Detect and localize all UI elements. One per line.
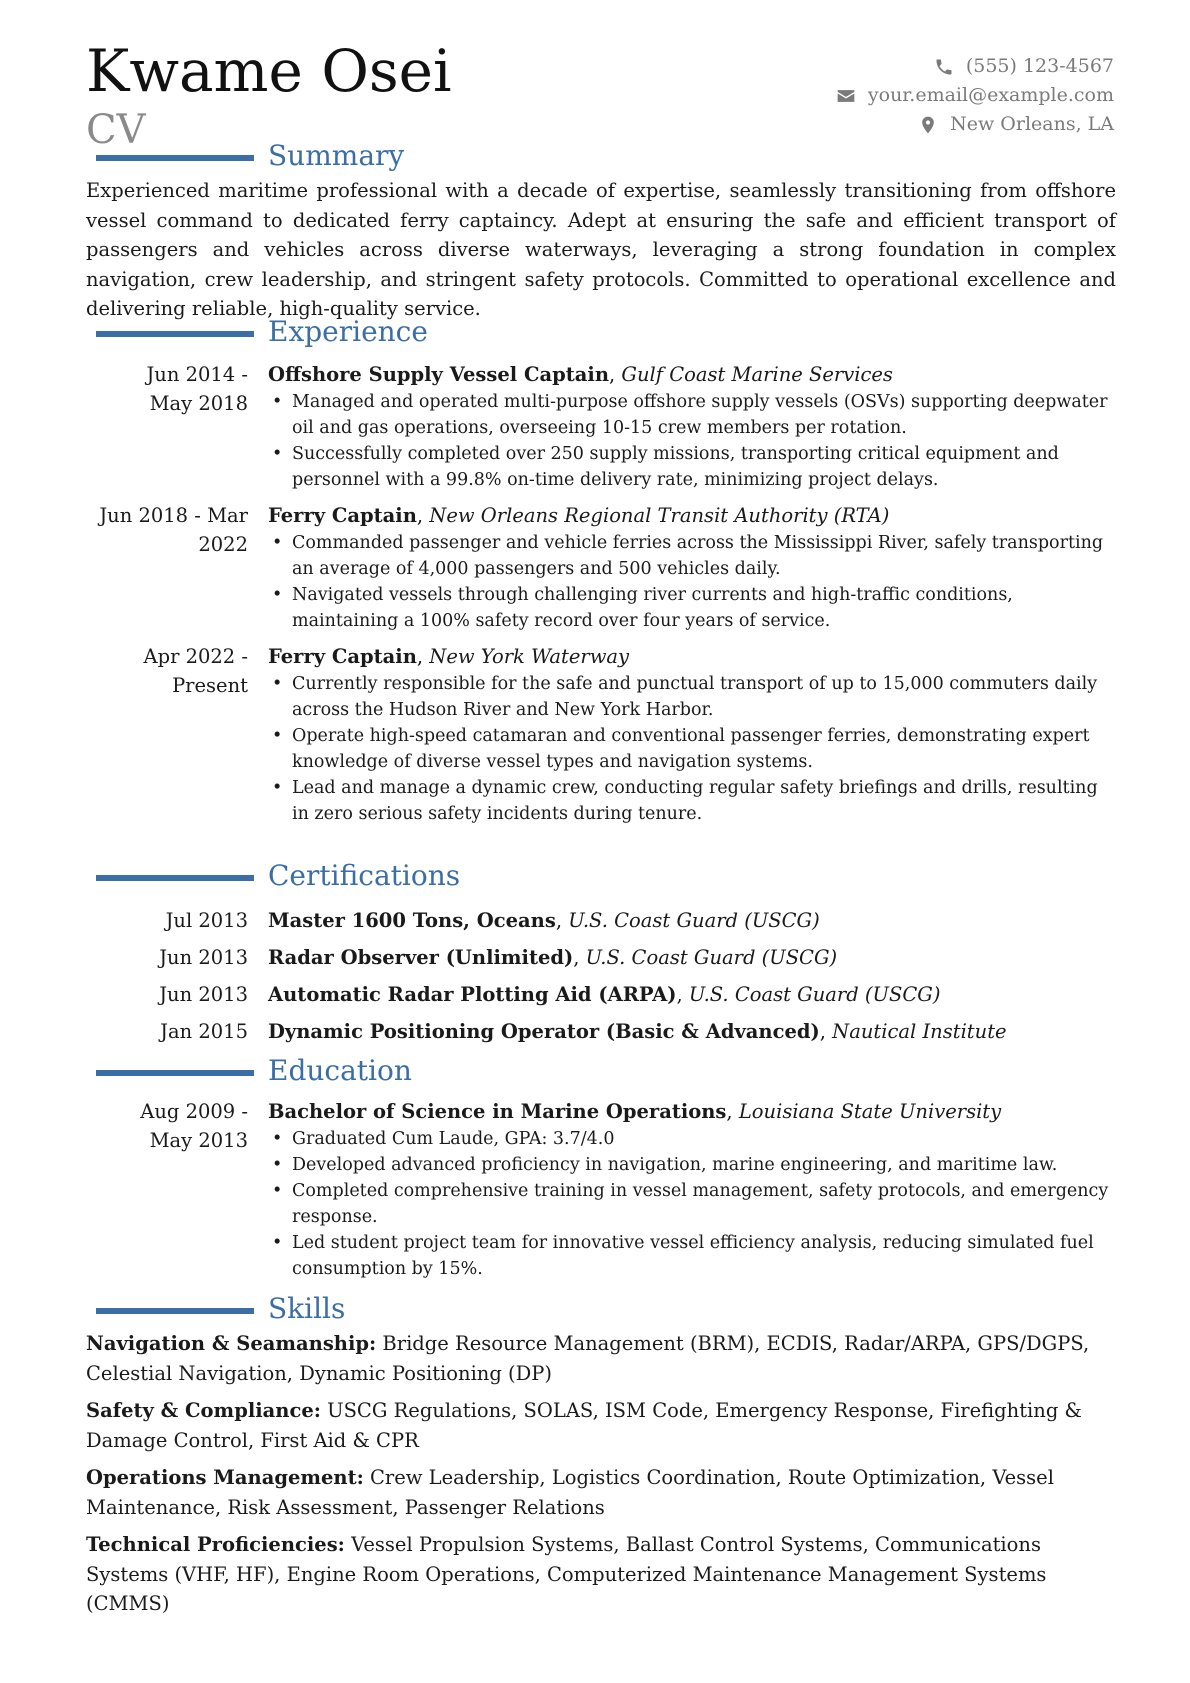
skill-label: Navigation & Seamanship: bbox=[86, 1332, 377, 1355]
phone-icon bbox=[934, 57, 954, 77]
job-role: Offshore Supply Vessel Captain bbox=[268, 363, 610, 386]
cert-issuer: Nautical Institute bbox=[832, 1020, 1007, 1043]
cert-body: Dynamic Positioning Operator (Basic & Advanced), Nautical Institute bbox=[268, 1020, 1007, 1043]
skill-label: Safety & Compliance: bbox=[86, 1399, 321, 1422]
education-entry bbox=[86, 1097, 1116, 1282]
cert-name: Dynamic Positioning Operator (Basic & Advanced) bbox=[268, 1020, 820, 1043]
list-item: • Managed and operated multi-purpose offshore supply vessels (OSVs) supporting deepwater oil and gas operations, overseeing 10-15 crew members per rotation. bbox=[268, 389, 1116, 441]
section-title: Education bbox=[268, 1054, 412, 1087]
skill-group bbox=[86, 1530, 1116, 1619]
summary-text: Experienced maritime professional with a decade of expertise, seamlessly transitioning from offshore vessel command to dedicated ferry captaincy. Adept at ensuring the safe and efficient transport of passengers and vehicles across diverse waterways, leveraging a strong foundation in complex navigation, crew leadership, and stringent safety protocols. Committed to operational excellence and delivering reliable, high-quality service. bbox=[86, 179, 1116, 320]
skill-value: USCG Regulations, SOLAS, ISM Code, Emergency Response, Firefighting & Damage Control, First Aid & CPR bbox=[86, 1399, 1082, 1452]
entry-title: Ferry Captain, New York Waterway bbox=[268, 645, 630, 668]
contact-email bbox=[836, 81, 1114, 110]
skill-value: Bridge Resource Management (BRM), ECDIS, Radar/ARPA, GPS/DGPS, Celestial Navigation, Dynamic Positioning (DP) bbox=[86, 1332, 1090, 1385]
bullet-list bbox=[268, 1126, 1116, 1282]
section-title: Certifications bbox=[268, 859, 461, 892]
degree: Bachelor of Science in Marine Operations bbox=[268, 1100, 727, 1123]
section-heading bbox=[86, 859, 1116, 896]
document-subtitle: CV bbox=[86, 107, 146, 153]
list-item: • Navigated vessels through challenging river currents and high-traffic conditions, maintaining a 100% safety record over four years of service. bbox=[268, 582, 1116, 634]
certification-row bbox=[86, 902, 1116, 939]
skill-value: Crew Leadership, Logistics Coordination, Route Optimization, Vessel Maintenance, Risk Assessment, Passenger Relations bbox=[86, 1466, 1054, 1519]
contact-block bbox=[836, 52, 1114, 139]
date-start: Apr 2022 - bbox=[143, 645, 248, 668]
section-heading bbox=[86, 1292, 1116, 1329]
certification-list bbox=[86, 902, 1116, 1050]
skills-section bbox=[86, 1292, 1116, 1627]
entry-date bbox=[86, 360, 248, 493]
list-item: • Developed advanced proficiency in navigation, marine engineering, and maritime law. bbox=[268, 1152, 1116, 1178]
section-accent-bar bbox=[96, 155, 254, 161]
entry-body bbox=[268, 1097, 1116, 1282]
date-start: Jun 2018 - Mar bbox=[99, 504, 248, 527]
entry-title: Offshore Supply Vessel Captain, Gulf Coast Marine Services bbox=[268, 363, 893, 386]
entry-title: Ferry Captain, New Orleans Regional Transit Authority (RTA) bbox=[268, 504, 890, 527]
list-item: • Graduated Cum Laude, GPA: 3.7/4.0 bbox=[268, 1126, 1116, 1152]
cert-name: Automatic Radar Plotting Aid (ARPA) bbox=[268, 983, 677, 1006]
section-heading bbox=[86, 315, 1116, 352]
section-accent-bar bbox=[96, 331, 254, 337]
skill-value: Vessel Propulsion Systems, Ballast Control Systems, Communications Systems (VHF, HF), Engine Room Operations, Computerized Maintenance Management Systems (CMMS) bbox=[86, 1533, 1047, 1615]
cert-name: Master 1600 Tons, Oceans bbox=[268, 909, 556, 932]
section-accent-bar bbox=[96, 1308, 254, 1314]
section-title: Summary bbox=[268, 139, 405, 172]
entry-date bbox=[86, 1097, 248, 1282]
phone-text[interactable]: (555) 123-4567 bbox=[965, 55, 1114, 77]
cert-issuer: U.S. Coast Guard (USCG) bbox=[585, 946, 838, 969]
date-end: May 2013 bbox=[149, 1129, 248, 1152]
section-title: Skills bbox=[268, 1292, 346, 1325]
education-section bbox=[86, 1054, 1116, 1282]
skill-group bbox=[86, 1396, 1116, 1455]
experience-entry bbox=[86, 360, 1116, 493]
list-item: • Commanded passenger and vehicle ferries across the Mississippi River, safely transporting an average of 4,000 passengers and 500 vehicles daily. bbox=[268, 530, 1116, 582]
date-start: Aug 2009 - bbox=[140, 1100, 248, 1123]
summary-section bbox=[86, 139, 1116, 324]
envelope-icon bbox=[836, 86, 856, 106]
cert-date: Jun 2013 bbox=[159, 946, 248, 969]
section-accent-bar bbox=[96, 1070, 254, 1076]
date-end: 2022 bbox=[198, 533, 248, 556]
cert-name: Radar Observer (Unlimited) bbox=[268, 946, 574, 969]
experience-entry bbox=[86, 501, 1116, 634]
job-role: Ferry Captain bbox=[268, 504, 417, 527]
email-link[interactable]: your.email@example.com bbox=[867, 84, 1114, 106]
section-accent-bar bbox=[96, 875, 254, 881]
certification-row bbox=[86, 976, 1116, 1013]
cert-issuer: U.S. Coast Guard (USCG) bbox=[688, 983, 941, 1006]
job-org: New Orleans Regional Transit Authority (RTA) bbox=[429, 504, 890, 527]
cert-body: Radar Observer (Unlimited), U.S. Coast Guard (USCG) bbox=[268, 946, 838, 969]
certification-row bbox=[86, 939, 1116, 976]
skill-group bbox=[86, 1463, 1116, 1522]
list-item: • Successfully completed over 250 supply missions, transporting critical equipment and personnel with a 99.8% on-time delivery rate, minimizing project delays. bbox=[268, 441, 1116, 493]
entry-date bbox=[86, 642, 248, 827]
list-item: • Currently responsible for the safe and punctual transport of up to 15,000 commuters daily across the Hudson River and New York Harbor. bbox=[268, 671, 1116, 723]
entry-body bbox=[268, 360, 1116, 493]
experience-section bbox=[86, 315, 1116, 827]
entry-body bbox=[268, 501, 1116, 634]
job-org: Gulf Coast Marine Services bbox=[621, 363, 893, 386]
cert-date: Jan 2015 bbox=[160, 1020, 248, 1043]
cert-date: Jun 2013 bbox=[159, 983, 248, 1006]
bullet-list bbox=[268, 671, 1116, 827]
certification-row bbox=[86, 1013, 1116, 1050]
list-item: • Led student project team for innovative vessel efficiency analysis, reducing simulated fuel consumption by 15%. bbox=[268, 1230, 1116, 1282]
certifications-section bbox=[86, 859, 1116, 1050]
cert-body: Automatic Radar Plotting Aid (ARPA), U.S. Coast Guard (USCG) bbox=[268, 983, 941, 1006]
section-heading bbox=[86, 139, 1116, 176]
location-text: New Orleans, LA bbox=[950, 113, 1114, 135]
list-item: • Operate high-speed catamaran and conventional passenger ferries, demonstrating expert knowledge of diverse vessel types and navigation systems. bbox=[268, 723, 1116, 775]
entry-body bbox=[268, 642, 1116, 827]
date-end: Present bbox=[172, 674, 248, 697]
bullet-list bbox=[268, 530, 1116, 634]
contact-phone bbox=[836, 52, 1114, 81]
section-heading bbox=[86, 1054, 1116, 1091]
date-start: Jun 2014 - bbox=[146, 363, 248, 386]
map-pin-icon bbox=[918, 115, 938, 135]
person-name: Kwame Osei bbox=[86, 37, 452, 105]
cert-date: Jul 2013 bbox=[165, 909, 248, 932]
list-item: • Completed comprehensive training in vessel management, safety protocols, and emergency response. bbox=[268, 1178, 1116, 1230]
list-item: • Lead and manage a dynamic crew, conducting regular safety briefings and drills, resulting in zero serious safety incidents during tenure. bbox=[268, 775, 1116, 827]
job-role: Ferry Captain bbox=[268, 645, 417, 668]
bullet-list bbox=[268, 389, 1116, 493]
skill-label: Operations Management: bbox=[86, 1466, 364, 1489]
cert-body: Master 1600 Tons, Oceans, U.S. Coast Guard (USCG) bbox=[268, 909, 820, 932]
job-org: New York Waterway bbox=[429, 645, 630, 668]
section-title: Experience bbox=[268, 315, 428, 348]
skill-label: Technical Proficiencies: bbox=[86, 1533, 345, 1556]
school: Louisiana State University bbox=[738, 1100, 1002, 1123]
experience-entry bbox=[86, 642, 1116, 827]
cert-issuer: U.S. Coast Guard (USCG) bbox=[568, 909, 820, 932]
contact-location bbox=[836, 110, 1114, 139]
entry-title: Bachelor of Science in Marine Operations, Louisiana State University bbox=[268, 1100, 1002, 1123]
entry-date bbox=[86, 501, 248, 634]
skill-group bbox=[86, 1329, 1116, 1388]
date-end: May 2018 bbox=[149, 392, 248, 415]
